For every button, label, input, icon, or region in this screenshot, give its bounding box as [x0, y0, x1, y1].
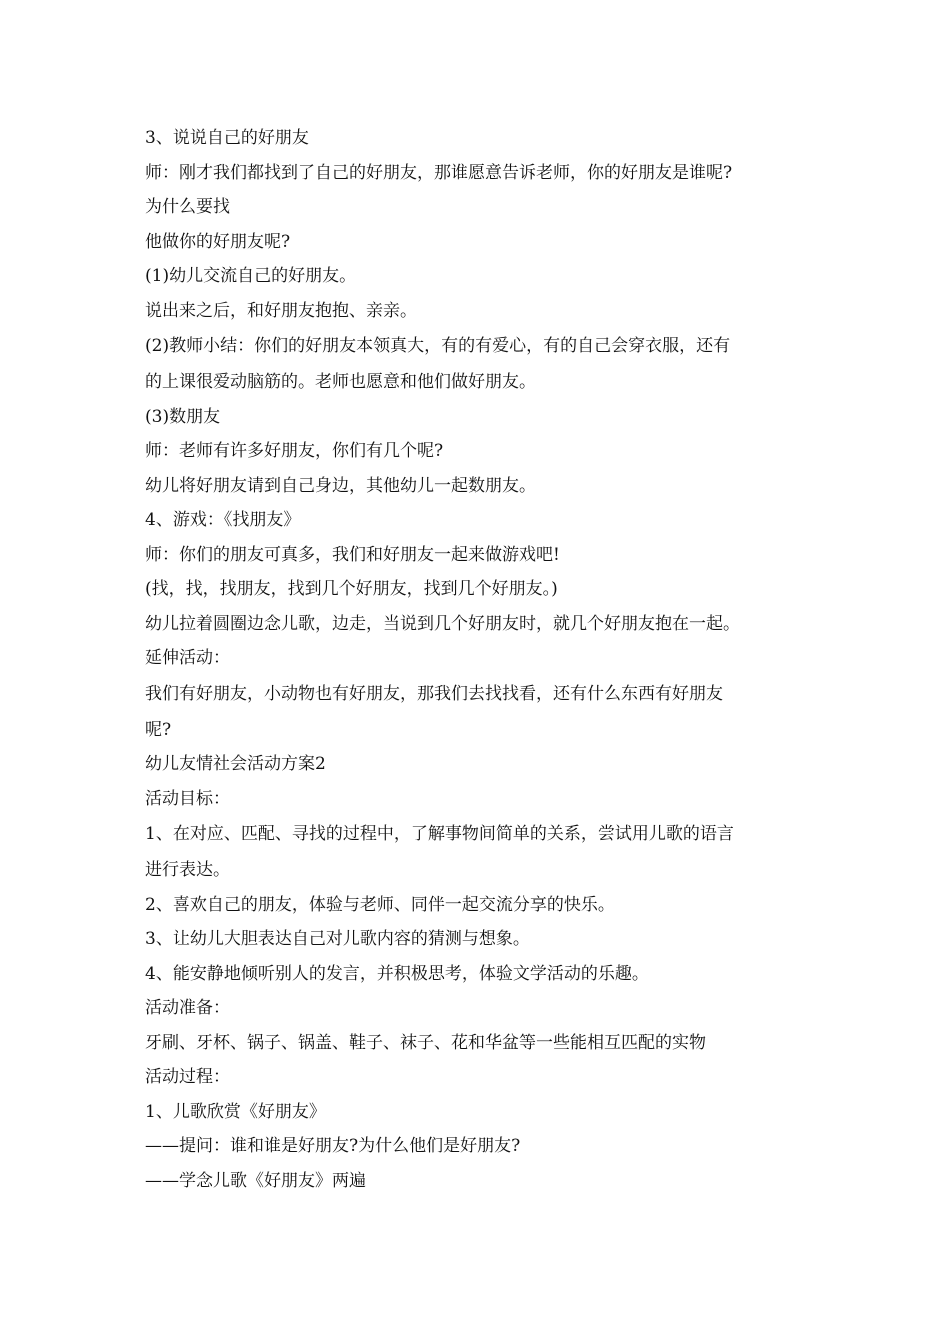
- document-page: [145, 121, 810, 1198]
- paragraph-line: (3)数朋友: [145, 406, 221, 427]
- paragraph-line: 1、在对应、匹配、寻找的过程中，了解事物间简单的关系，尝试用儿歌的语言: [145, 824, 734, 844]
- paragraph-line: ——学念儿歌《好朋友》两遍: [145, 1170, 366, 1191]
- paragraph-line: 2、喜欢自己的朋友，体验与老师、同伴一起交流分享的快乐。: [145, 894, 615, 915]
- paragraph-line: 3、让幼儿大胆表达自己对儿歌内容的猜测与想象。: [145, 929, 530, 949]
- heading-activity-preparation: 活动准备：: [145, 998, 230, 1018]
- paragraph-line: 1、儿歌欣赏《好朋友》: [145, 1101, 326, 1122]
- paragraph-line: 幼儿拉着圆圈边念儿歌，边走，当说到几个好朋友时，就几个好朋友抱在一起。: [145, 613, 740, 634]
- paragraph-line: 他做你的好朋友呢?: [145, 231, 291, 252]
- paragraph-line: 师：老师有许多好朋友，你们有几个呢?: [145, 441, 444, 461]
- section-title-plan-2: 幼儿友情社会活动方案2: [145, 754, 326, 774]
- paragraph-line: ——提问：谁和谁是好朋友?为什么他们是好朋友?: [145, 1136, 521, 1156]
- heading-game: 4、游戏：《找朋友》: [145, 510, 301, 530]
- paragraph-line: (2)教师小结：你们的好朋友本领真大，有的有爱心，有的自己会穿衣服，还有: [145, 336, 731, 356]
- paragraph-line: 说出来之后，和好朋友抱抱、亲亲。: [145, 300, 417, 321]
- paragraph-line: 的上课很爱动脑筋的。老师也愿意和他们做好朋友。: [145, 372, 536, 392]
- paragraph-line: 进行表达。: [145, 860, 230, 880]
- heading-activity-process: 活动过程：: [145, 1067, 230, 1087]
- paragraph-line: (1)幼儿交流自己的好朋友。: [145, 266, 357, 286]
- paragraph-line: 幼儿将好朋友请到自己身边，其他幼儿一起数朋友。: [145, 475, 536, 496]
- heading-activity-goals: 活动目标：: [145, 788, 230, 809]
- paragraph-line: 我们有好朋友，小动物也有好朋友，那我们去找找看，还有什么东西有好朋友: [145, 683, 723, 704]
- paragraph-line: 师：刚才我们都找到了自己的好朋友，那谁愿意告诉老师，你的好朋友是谁呢?: [145, 162, 733, 183]
- paragraph-line: 师：你们的朋友可真多，我们和好朋友一起来做游戏吧!: [145, 544, 560, 565]
- paragraph-line: (找，找，找朋友，找到几个好朋友，找到几个好朋友。): [145, 579, 558, 599]
- paragraph-line: 为什么要找: [145, 197, 230, 217]
- heading-talk-about-friends: 3、说说自己的好朋友: [145, 128, 309, 148]
- paragraph-line: 牙刷、牙杯、锅子、锅盖、鞋子、袜子、花和华盆等一些能相互匹配的实物: [145, 1032, 706, 1053]
- heading-extension-activity: 延伸活动：: [145, 648, 230, 668]
- paragraph-line: 呢?: [145, 719, 172, 740]
- paragraph-line: 4、能安静地倾听别人的发言，并积极思考，体验文学活动的乐趣。: [145, 963, 649, 984]
